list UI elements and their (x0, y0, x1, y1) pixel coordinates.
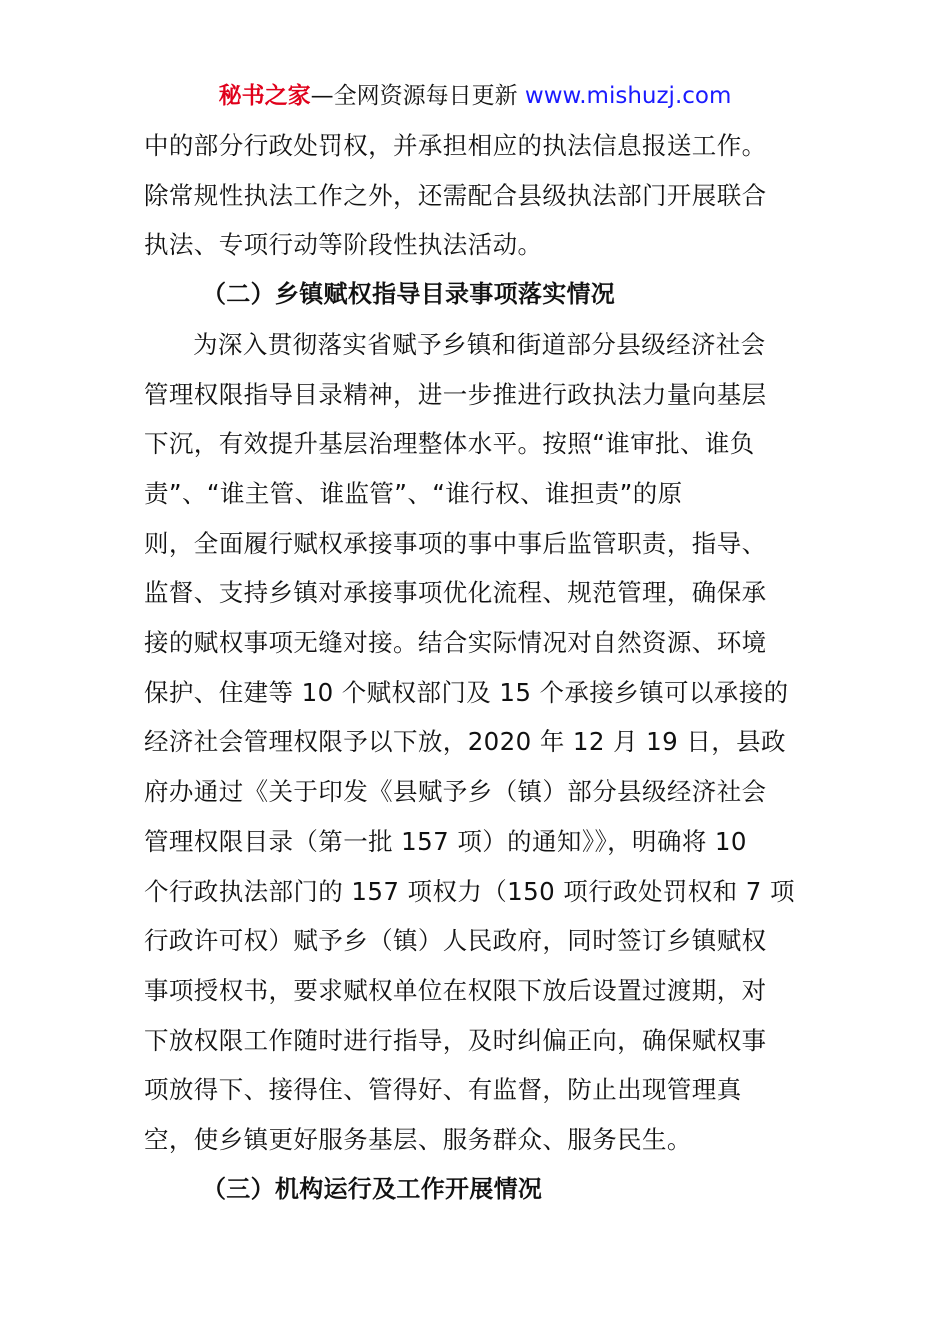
text-line: 接的赋权事项无缝对接。结合实际情况对自然资源、环境 (144, 628, 767, 658)
text-line: 经济社会管理权限予以下放，2020 年 12 月 19 日，县政 (144, 727, 786, 757)
paragraph-section-2 (144, 320, 812, 1165)
text-line: 监督、支持乡镇对承接事项优化流程、规范管理，确保承 (144, 578, 767, 608)
text-line: 为深入贯彻落实省赋予乡镇和街道部分县级经济社会 (193, 329, 766, 359)
site-brand: 秘书之家 (218, 83, 311, 109)
text-line: 保护、住建等 10 个赋权部门及 15 个承接乡镇可以承接的 (144, 677, 789, 707)
text-line: 执法、专项行动等阶段性执法活动。 (144, 230, 543, 260)
text-line: 则，全面履行赋权承接事项的事中事后监管职责，指导、 (144, 528, 767, 558)
site-tagline: —全网资源每日更新 (310, 83, 525, 109)
paragraph-continued (144, 121, 812, 270)
document-body (144, 121, 812, 1214)
text-line: 下放权限工作随时进行指导，及时纠偏正向，确保赋权事 (144, 1025, 767, 1055)
site-url[interactable]: www.mishuzj.com (524, 83, 732, 109)
text-line: 个行政执法部门的 157 项权力（150 项行政处罚权和 7 项 (144, 876, 795, 906)
text-line: 行政许可权）赋予乡（镇）人民政府，同时签订乡镇赋权 (144, 926, 767, 956)
text-line: 下沉，有效提升基层治理整体水平。按照“谁审批、谁负 (144, 429, 755, 459)
text-line: 府办通过《关于印发《县赋予乡（镇）部分县级经济社会 (144, 777, 767, 807)
text-line: 空，使乡镇更好服务基层、服务群众、服务民生。 (144, 1125, 692, 1155)
section-heading-3: （三）机构运行及工作开展情况 (202, 1174, 543, 1203)
text-line: 中的部分行政处罚权，并承担相应的执法信息报送工作。 (144, 131, 767, 160)
text-line: 除常规性执法工作之外，还需配合县级执法部门开展联合 (144, 180, 767, 210)
section-heading-2: （二）乡镇赋权指导目录事项落实情况 (202, 280, 616, 309)
text-line: 事项授权书，要求赋权单位在权限下放后设置过渡期，对 (144, 975, 767, 1005)
site-header (0, 78, 950, 114)
text-line: 管理权限指导目录精神，进一步推进行政执法力量向基层 (144, 379, 767, 409)
text-line: 项放得下、接得住、管得好、有监督，防止出现管理真 (144, 1075, 742, 1105)
text-line: 责”、“谁主管、谁监管”、“谁行权、谁担责”的原 (144, 478, 683, 508)
text-line: 管理权限目录（第一批 157 项）的通知》》，明确将 10 (144, 826, 747, 856)
